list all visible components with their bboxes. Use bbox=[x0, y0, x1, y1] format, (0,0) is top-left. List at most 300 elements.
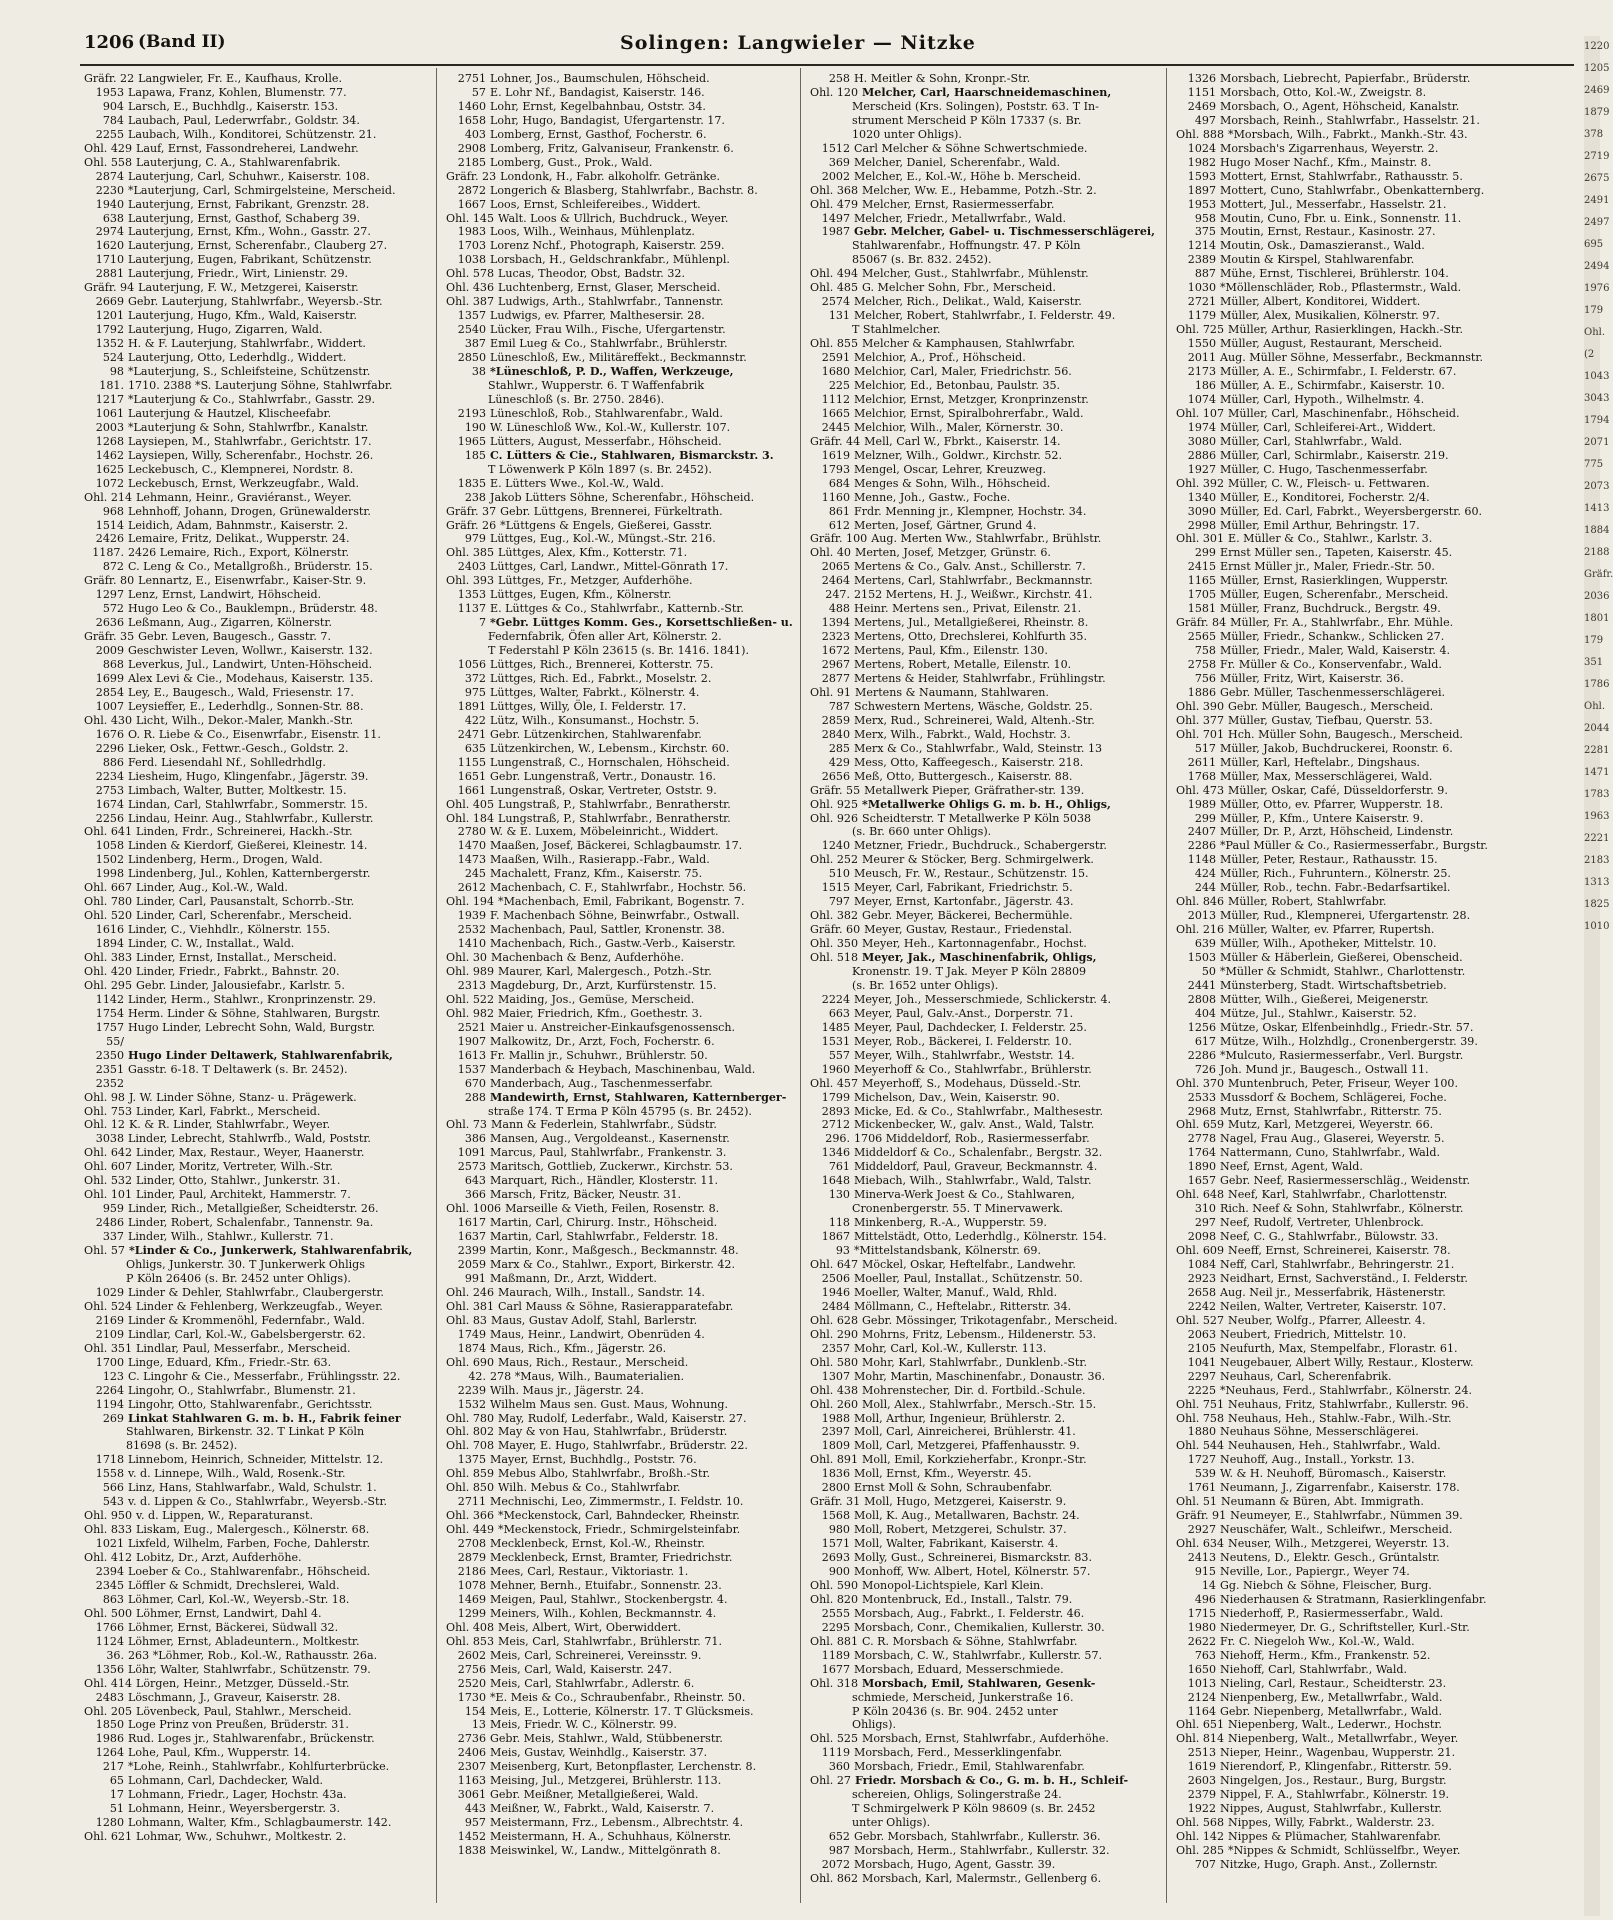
listing-text: Moutin, Cuno, Fbr. u. Eink., Sonnenstr. 11. bbox=[1220, 211, 1462, 225]
listing-text: Lapawa, Franz, Kohlen, Blumenstr. 77. bbox=[128, 85, 347, 99]
listing-entry bbox=[1176, 1718, 1524, 1732]
listing-text: Lütters, August, Messerfabr., Höhscheid. bbox=[490, 434, 722, 448]
margin-number: 1879 bbox=[1584, 107, 1610, 118]
listing-entry bbox=[1176, 295, 1524, 309]
phone-number: 310 bbox=[1194, 1202, 1216, 1216]
listing-entry bbox=[84, 1077, 432, 1091]
listing-entry bbox=[446, 72, 794, 86]
phone-number: 758 bbox=[1194, 644, 1216, 658]
listing-entry bbox=[84, 449, 432, 463]
phone-number: Ohl. 881 bbox=[810, 1634, 859, 1648]
listing-text: Moll, Emil, Korkzieherfabr., Kronpr.-Str. bbox=[862, 1453, 1087, 1467]
phone-number: 360 bbox=[828, 1760, 850, 1774]
phone-number: Gräfr. 26 bbox=[446, 518, 497, 532]
listing-entry bbox=[84, 267, 432, 281]
margin-number: Ohl. bbox=[1584, 701, 1606, 712]
listing-entry bbox=[810, 1384, 1158, 1398]
listing-text: Linder, Paul, Architekt, Hammerstr. 7. bbox=[136, 1188, 351, 1202]
listing-text: Minerva-Werk Joest & Co., Stahlwaren, bbox=[854, 1188, 1075, 1202]
listing-text: Meißner, W., Fabrkt., Wald, Kaiserstr. 7. bbox=[490, 1802, 715, 1816]
listing-entry bbox=[84, 1691, 432, 1705]
listing-entry bbox=[84, 1677, 432, 1691]
listing-text: Miebach, Wilh., Stahlwrfabr., Wald, Talstr. bbox=[854, 1174, 1092, 1188]
listing-text: T Federstahl P Köln 23615 (s. Br. 1416. 1841). bbox=[488, 644, 749, 658]
listing-entry bbox=[810, 1286, 1158, 1300]
phone-number: 1571 bbox=[821, 1537, 850, 1551]
phone-number: 1165 bbox=[1187, 574, 1216, 588]
listing-text: *Lüttgens & Engels, Gießerei, Gasstr. bbox=[500, 518, 713, 532]
phone-number: 372 bbox=[464, 671, 486, 685]
listing-entry bbox=[446, 1746, 794, 1760]
listing-text: Mayer, E. Hugo, Stahlwrfabr., Brüderstr. 22. bbox=[498, 1439, 748, 1453]
phone-number: 1897 bbox=[1187, 183, 1216, 197]
phone-number: 1616 bbox=[95, 923, 124, 937]
listing-text: Meyer, Carl, Fabrikant, Friedrichstr. 5. bbox=[854, 881, 1073, 895]
listing-text: Linder, C. W., Installat., Wald. bbox=[128, 937, 295, 951]
adjacent-page-margin bbox=[1584, 36, 1613, 1916]
listing-text: Maus, Gustav Adolf, Stahl, Barlerstr. bbox=[490, 1313, 698, 1327]
listing-text: Lohr, Ernst, Kegelbahnbau, Oststr. 34. bbox=[490, 99, 706, 113]
phone-number: Ohl. 420 bbox=[84, 965, 133, 978]
listing-text: Meß, Otto, Buttergesch., Kaiserstr. 88. bbox=[854, 769, 1073, 783]
listing-text: Lauterjung, Eugen, Fabrikant, Schützenstr. bbox=[128, 253, 372, 267]
phone-number: 1674 bbox=[95, 797, 124, 811]
listing-text: Lauterjung, Hugo, Kfm., Wald, Kaiserstr. bbox=[128, 309, 358, 323]
phone-number: Gräfr. 22 bbox=[84, 72, 135, 85]
listing-entry bbox=[446, 1551, 794, 1565]
listing-text: Neuhaus, Carl, Scherenfabrik. bbox=[1220, 1369, 1392, 1383]
listing-entry bbox=[810, 1677, 1158, 1691]
phone-number: 217 bbox=[102, 1760, 124, 1774]
phone-number: 2264 bbox=[95, 1383, 124, 1397]
listing-text: Morsbach's Zigarrenhaus, Weyerstr. 2. bbox=[1220, 141, 1439, 155]
phone-number: 566 bbox=[102, 1481, 124, 1495]
phone-number: Ohl. 30 bbox=[446, 951, 487, 965]
phone-number: 2403 bbox=[457, 560, 486, 574]
listing-entry bbox=[84, 979, 432, 993]
phone-number: 1940 bbox=[95, 197, 124, 211]
phone-number: 2486 bbox=[95, 1216, 124, 1230]
listing-text: v. d. Lippen, W., Reparaturanst. bbox=[136, 1509, 313, 1523]
listing-text: *Mulcuto, Rasiermesserfabr., Verl. Burgstr. bbox=[1220, 1048, 1464, 1062]
listing-text: Morsbach, Emil, Stahlwaren, Gesenk- bbox=[862, 1676, 1096, 1690]
phone-number: Ohl. 950 bbox=[84, 1509, 133, 1523]
phone-number: 517 bbox=[1194, 741, 1216, 755]
listing-text: Mottert, Cuno, Stahlwrfabr., Obenkatternberg. bbox=[1220, 183, 1485, 197]
listing-entry bbox=[1176, 1398, 1524, 1412]
listing-entry bbox=[84, 644, 432, 658]
listing-text: Lauterjung, Hugo, Zigarren, Wald. bbox=[128, 323, 323, 337]
listing-entry bbox=[446, 1230, 794, 1244]
phone-number: 1730 bbox=[457, 1690, 486, 1704]
phone-number: 1867 bbox=[821, 1230, 850, 1244]
phone-number: 1155 bbox=[457, 755, 486, 769]
phone-number: 1927 bbox=[1187, 462, 1216, 476]
listing-entry bbox=[1176, 1174, 1524, 1188]
phone-number: 1665 bbox=[821, 406, 850, 420]
listing-text: Merx, Wilh., Fabrkt., Wald, Hochstr. 3. bbox=[854, 727, 1071, 741]
listing-entry bbox=[1176, 1035, 1524, 1049]
phone-number: Ohl. 500 bbox=[84, 1606, 133, 1620]
margin-number: 179 bbox=[1584, 305, 1604, 316]
phone-number: 2533 bbox=[1187, 1090, 1216, 1104]
listing-entry bbox=[810, 1732, 1158, 1746]
listing-text: Müller, Otto, ev. Pfarrer, Wupperstr. 18. bbox=[1220, 797, 1444, 811]
listing-continuation bbox=[446, 379, 794, 393]
listing-entry bbox=[84, 602, 432, 616]
listing-entry bbox=[446, 1453, 794, 1467]
listing-text: Meyer, Jak., Maschinenfabrik, Ohligs, bbox=[862, 951, 1097, 965]
listing-text: Lungenstraß, Oskar, Vertreter, Oststr. 9. bbox=[490, 783, 717, 797]
listing-text: Ohligs, Junkerstr. 30. T Junkerwerk Ohligs bbox=[126, 1258, 365, 1272]
listing-entry bbox=[84, 253, 432, 267]
listing-entry bbox=[84, 142, 432, 156]
phone-number: 2397 bbox=[821, 1425, 850, 1439]
phone-number: 1550 bbox=[1187, 337, 1216, 351]
listing-entry bbox=[810, 1872, 1158, 1886]
phone-number: Ohl. 621 bbox=[84, 1830, 133, 1844]
listing-text: Meisenberg, Kurt, Betonpflaster, Lerchenstr. 8. bbox=[490, 1760, 757, 1774]
listing-text: Mess, Otto, Kaffeegesch., Kaiserstr. 218. bbox=[854, 755, 1084, 769]
listing-entry bbox=[1176, 114, 1524, 128]
listing-entry bbox=[1176, 1118, 1524, 1132]
listing-text: Machenbach, C. F., Stahlwrfabr., Hochstr. 56. bbox=[490, 881, 747, 895]
phone-number: 2555 bbox=[821, 1606, 850, 1620]
phone-number: 14 bbox=[1201, 1578, 1216, 1592]
listing-entry bbox=[1176, 1495, 1524, 1509]
listing-text: Müller, Carl, Maschinenfabr., Höhscheid. bbox=[1228, 406, 1460, 420]
phone-number: Ohl. 833 bbox=[84, 1523, 133, 1537]
phone-number: Ohl. 520 bbox=[84, 909, 133, 923]
listing-entry bbox=[1176, 1328, 1524, 1342]
phone-number: 1462 bbox=[95, 448, 124, 462]
listing-entry bbox=[446, 1091, 794, 1105]
listing-text: Ludwigs, ev. Pfarrer, Malthesersir. 28. bbox=[490, 309, 705, 323]
listing-text: Linkat Stahlwaren G. m. b. H., Fabrik feiner bbox=[128, 1411, 401, 1425]
listing-text: Moll, Walter, Fabrikant, Kaiserstr. 4. bbox=[854, 1537, 1059, 1551]
listing-text: Mertens & Co., Galv. Anst., Schillerstr. 7. bbox=[854, 560, 1086, 574]
listing-text: Marx & Co., Stahlwr., Export, Birkerstr. 42. bbox=[490, 1258, 736, 1272]
listing-text: Moll, Alex., Stahlwrfabr., Mersch.-Str. 15. bbox=[862, 1397, 1097, 1411]
phone-number: 386 bbox=[464, 1132, 486, 1146]
phone-number: 1056 bbox=[457, 658, 486, 672]
listing-text: Melzner, Wilh., Goldwr., Kirchstr. 52. bbox=[854, 448, 1062, 462]
listing-text: Hugo Linder, Lebrecht Sohn, Wald, Burgstr. bbox=[128, 1020, 376, 1034]
listing-entry bbox=[446, 965, 794, 979]
phone-number: Ohl. 558 bbox=[84, 155, 133, 169]
listing-entry bbox=[810, 309, 1158, 323]
margin-number: 351 bbox=[1584, 657, 1604, 668]
phone-number: 1677 bbox=[821, 1662, 850, 1676]
phone-number: 2927 bbox=[1187, 1523, 1216, 1537]
listing-entry bbox=[446, 770, 794, 784]
listing-entry bbox=[1176, 630, 1524, 644]
listing-entry bbox=[84, 1732, 432, 1746]
listing-text: *Gebr. Lüttges Komm. Ges., Korsettschließen- u. bbox=[490, 616, 793, 630]
phone-number: 285 bbox=[828, 741, 850, 755]
listing-text: Mittelstädt, Otto, Lederhdlg., Kölnerstr. 154. bbox=[854, 1230, 1107, 1244]
listing-text: Gebr. Lützenkirchen, Stahlwarenfabr. bbox=[490, 727, 702, 741]
listing-text: Moll, Carl, Metzgerei, Pfaffenhausstr. 9. bbox=[854, 1439, 1080, 1453]
listing-text: Niepenberg, Walt., Lederwr., Hochstr. bbox=[1228, 1718, 1442, 1732]
listing-text: Mütze, Wilh., Holzhdlg., Cronenbergerstr. 39. bbox=[1220, 1034, 1478, 1048]
listing-text: Maurach, Wilh., Install., Sandstr. 14. bbox=[498, 1285, 705, 1299]
phone-number: 2002 bbox=[821, 169, 850, 183]
listing-entry bbox=[1176, 937, 1524, 951]
listing-entry bbox=[84, 756, 432, 770]
phone-number: 1119 bbox=[821, 1746, 850, 1760]
listing-entry bbox=[446, 477, 794, 491]
listing-text: Moutin, Ernst, Restaur., Kasinostr. 27. bbox=[1220, 225, 1436, 239]
phone-number: Ohl. 387 bbox=[446, 295, 495, 309]
listing-entry bbox=[1176, 1286, 1524, 1300]
listing-entry bbox=[1176, 1230, 1524, 1244]
listing-text: Mandewirth, Ernst, Stahlwaren, Katternberger- bbox=[490, 1090, 787, 1104]
listing-text: Neuschäfer, Walt., Schleifwr., Merscheid. bbox=[1220, 1523, 1453, 1537]
listing-text: Meyer, Gustav, Restaur., Friedenstal. bbox=[864, 923, 1073, 937]
listing-entry bbox=[1176, 1105, 1524, 1119]
phone-number: 1179 bbox=[1187, 309, 1216, 323]
listing-entry bbox=[446, 1816, 794, 1830]
listing-text: Morsbach, Conr., Chemikalien, Kullerstr. 30. bbox=[854, 1620, 1105, 1634]
phone-number: 7 bbox=[478, 616, 486, 630]
phone-number: 2345 bbox=[95, 1578, 124, 1592]
listing-text: Lindan, Carl, Stahlwrfabr., Sommerstr. 15. bbox=[128, 797, 368, 811]
phone-number: 1137 bbox=[457, 602, 486, 616]
phone-number: 36. bbox=[106, 1648, 124, 1662]
phone-number: Gräfr. 31 bbox=[810, 1495, 861, 1509]
listing-text: Langwieler, Fr. E., Kaufhaus, Krolle. bbox=[138, 72, 342, 85]
phone-number: 1537 bbox=[457, 1062, 486, 1076]
phone-number: 1946 bbox=[821, 1285, 850, 1299]
listing-entry bbox=[1176, 1858, 1524, 1872]
phone-number: 1201 bbox=[95, 309, 124, 323]
listing-entry bbox=[446, 184, 794, 198]
phone-number: 42. bbox=[468, 1369, 486, 1383]
listing-entry bbox=[1176, 86, 1524, 100]
listing-text: Licht, Wilh., Dekor.-Maler, Mankh.-Str. bbox=[136, 713, 354, 727]
listing-entry bbox=[810, 379, 1158, 393]
phone-number: 1352 bbox=[95, 337, 124, 351]
listing-text: P Köln 20436 (s. Br. 904. 2452 unter bbox=[852, 1704, 1058, 1718]
phone-number: 2313 bbox=[457, 978, 486, 992]
listing-entry bbox=[810, 1077, 1158, 1091]
phone-number: 123 bbox=[102, 1369, 124, 1383]
phone-number: 1710 bbox=[95, 253, 124, 267]
phone-number: 1353 bbox=[457, 588, 486, 602]
phone-number: 403 bbox=[464, 127, 486, 141]
listing-text: Mutz, Ernst, Stahlwrfabr., Ritterstr. 75. bbox=[1220, 1104, 1442, 1118]
listing-text: Loge Prinz von Preußen, Brüderstr. 31. bbox=[128, 1718, 349, 1732]
listing-entry bbox=[1176, 323, 1524, 337]
listing-entry bbox=[810, 1342, 1158, 1356]
phone-number: Ohl. 690 bbox=[446, 1355, 495, 1369]
listing-continuation bbox=[446, 644, 794, 658]
phone-number: 387 bbox=[464, 337, 486, 351]
listing-entry bbox=[810, 1858, 1158, 1872]
listing-text: Lauterjung, Ernst, Fabrikant, Grenzstr. 28. bbox=[128, 197, 370, 211]
phone-number: 1029 bbox=[95, 1285, 124, 1299]
phone-number: 1280 bbox=[95, 1816, 124, 1830]
listing-text: Montenbruck, Ed., Install., Talstr. 79. bbox=[862, 1592, 1073, 1606]
phone-number: Ohl. 290 bbox=[810, 1327, 859, 1341]
listing-entry bbox=[1176, 839, 1524, 853]
listing-text: Lüttges, Eug., Kol.-W., Müngst.-Str. 216. bbox=[490, 532, 716, 546]
listing-text: Neumeyer, E., Stahlwrfabr., Nümmen 39. bbox=[1230, 1509, 1463, 1523]
phone-number: 429 bbox=[828, 755, 850, 769]
listing-text: Maiding, Jos., Gemüse, Merscheid. bbox=[498, 992, 695, 1006]
phone-number: Ohl. 301 bbox=[1176, 532, 1225, 546]
listing-text: Michelson, Dav., Wein, Kaiserstr. 90. bbox=[854, 1090, 1060, 1104]
phone-number: Ohl. 853 bbox=[446, 1634, 495, 1648]
listing-continuation bbox=[810, 825, 1158, 839]
margin-number: 179 bbox=[1584, 635, 1604, 646]
phone-number: 980 bbox=[828, 1523, 850, 1537]
phone-number: 488 bbox=[828, 602, 850, 616]
listing-entry bbox=[1176, 825, 1524, 839]
listing-text: Schwestern Mertens, Wäsche, Goldstr. 25. bbox=[854, 699, 1093, 713]
listing-entry bbox=[84, 1579, 432, 1593]
listing-text: Lohmann, Friedr., Lager, Hochstr. 43a. bbox=[128, 1788, 347, 1802]
phone-number: 2256 bbox=[95, 811, 124, 825]
listing-entry bbox=[1176, 1314, 1524, 1328]
listing-entry bbox=[1176, 505, 1524, 519]
listing-entry bbox=[84, 1788, 432, 1802]
listing-text: Lüttges, Walter, Fabrkt., Kölnerstr. 4. bbox=[490, 685, 700, 699]
phone-number: 299 bbox=[1194, 546, 1216, 560]
listing-text: Lüneschloß (s. Br. 2750. 2846). bbox=[488, 392, 665, 406]
phone-number: Ohl. 926 bbox=[810, 811, 859, 825]
listing-entry bbox=[1176, 491, 1524, 505]
listing-text: Laubach, Wilh., Konditorei, Schützenstr. 21. bbox=[128, 127, 377, 141]
phone-number: 186 bbox=[1194, 378, 1216, 392]
listing-entry bbox=[1176, 658, 1524, 672]
listing-text: Niederhoff, P., Rasiermesserfabr., Wald. bbox=[1220, 1606, 1444, 1620]
page-title: Solingen: Langwieler — Nitzke bbox=[620, 32, 976, 54]
phone-number: 1974 bbox=[1187, 420, 1216, 434]
listing-text: Monopol-Lichtspiele, Karl Klein. bbox=[862, 1578, 1044, 1592]
listing-text: Lüttges, Carl, Landwr., Mittel-Gönrath 17. bbox=[490, 560, 729, 574]
margin-number: 1413 bbox=[1584, 503, 1610, 514]
listing-entry bbox=[446, 951, 794, 965]
phone-number: 269 bbox=[102, 1411, 124, 1425]
listing-entry bbox=[1176, 253, 1524, 267]
listing-text: Löschmann, J., Graveur, Kaiserstr. 28. bbox=[128, 1690, 341, 1704]
phone-number: Ohl. 73 bbox=[446, 1118, 487, 1132]
phone-number: 1038 bbox=[457, 253, 486, 267]
phone-number: 1531 bbox=[821, 1034, 850, 1048]
listing-text: Nitzke, Hugo, Graph. Anst., Zollernstr. bbox=[1220, 1858, 1438, 1871]
listing-text: Müller, A. E., Schirmfabr., Kaiserstr. 10. bbox=[1220, 378, 1445, 392]
phone-number: 2893 bbox=[821, 1104, 850, 1118]
phone-number: Ohl. 350 bbox=[810, 937, 859, 951]
listing-text: Müller, August, Restaurant, Merscheid. bbox=[1220, 337, 1443, 351]
listing-text: May, Rudolf, Lederfabr., Wald, Kaiserstr. 27. bbox=[498, 1411, 747, 1425]
phone-number: 2753 bbox=[95, 783, 124, 797]
listing-continuation bbox=[810, 1202, 1158, 1216]
listing-entry bbox=[1176, 1551, 1524, 1565]
phone-number: Ohl. 184 bbox=[446, 811, 495, 825]
listing-entry bbox=[810, 1160, 1158, 1174]
listing-entry bbox=[446, 1160, 794, 1174]
listing-text: Martin, Carl, Stahlwrfabr., Felderstr. 18. bbox=[490, 1230, 719, 1244]
phone-number: 2003 bbox=[95, 420, 124, 434]
listing-text: Müller, Fritz, Wirt, Kaiserstr. 36. bbox=[1220, 671, 1404, 685]
phone-number: 190 bbox=[464, 420, 486, 434]
listing-entry bbox=[810, 1063, 1158, 1077]
listing-text: Neufurth, Max, Stempelfabr., Florastr. 61. bbox=[1220, 1341, 1458, 1355]
listing-text: Neumann, J., Zigarrenfabr., Kaiserstr. 178. bbox=[1220, 1481, 1460, 1495]
listing-entry bbox=[84, 1621, 432, 1635]
listing-entry bbox=[446, 714, 794, 728]
listing-text: Meyer, Ernst, Kartonfabr., Jägerstr. 43. bbox=[854, 895, 1074, 909]
listing-text: Müller, Arthur, Rasierklingen, Hackh.-Str. bbox=[1228, 323, 1463, 337]
listing-text: May & von Hau, Stahlwrfabr., Brüderstr. bbox=[498, 1425, 728, 1439]
listing-text: *Lohe, Reinh., Stahlwrfabr., Kohlfurterbrücke. bbox=[128, 1760, 390, 1774]
phone-number: 2415 bbox=[1187, 560, 1216, 574]
listing-entry bbox=[1176, 686, 1524, 700]
phone-number: 2063 bbox=[1187, 1327, 1216, 1341]
phone-number: 288 bbox=[464, 1090, 486, 1104]
listing-text: Lüneschloß, Ew., Militäreffekt., Beckmannstr. bbox=[490, 351, 747, 365]
listing-entry bbox=[84, 1565, 432, 1579]
listing-text: Manderbach & Heybach, Maschinenbau, Wald. bbox=[490, 1062, 756, 1076]
phone-number: 1983 bbox=[457, 225, 486, 239]
listing-text: Gasstr. 6-18. T Deltawerk (s. Br. 2452). bbox=[128, 1062, 348, 1076]
phone-number: 1512 bbox=[821, 141, 850, 155]
listing-entry bbox=[810, 170, 1158, 184]
listing-text: Gebr. Linder, Jalousiefabr., Karlstr. 5. bbox=[136, 978, 345, 992]
margin-number: 2188 bbox=[1584, 547, 1610, 558]
listing-text: Müller, C. Hugo, Taschenmesserfabr. bbox=[1220, 462, 1428, 476]
phone-number: 2013 bbox=[1187, 909, 1216, 923]
listing-entry bbox=[446, 839, 794, 853]
phone-number: 2968 bbox=[1187, 1104, 1216, 1118]
phone-number: 1041 bbox=[1187, 1355, 1216, 1369]
listing-text: Mohrenstecher, Dir. d. Fortbild.-Schule. bbox=[862, 1383, 1086, 1397]
phone-number: Ohl. 285 bbox=[1176, 1844, 1225, 1858]
listing-entry bbox=[1176, 574, 1524, 588]
phone-number: 557 bbox=[828, 1048, 850, 1062]
phone-number: Gräfr. 35 bbox=[84, 630, 135, 644]
listing-text: Neef, Karl, Stahlwrfabr., Charlottenstr. bbox=[1228, 1188, 1448, 1202]
listing-entry bbox=[810, 812, 1158, 826]
phone-number: 2098 bbox=[1187, 1230, 1216, 1244]
listing-text: Linder, C., Viehhdlr., Kölnerstr. 155. bbox=[128, 923, 331, 937]
phone-number: 904 bbox=[102, 99, 124, 113]
phone-number: 13 bbox=[471, 1718, 486, 1732]
phone-number: 2800 bbox=[821, 1481, 850, 1495]
listing-text: 2152 Mertens, H. J., Weißwr., Kirchstr. 41. bbox=[854, 588, 1093, 602]
listing-text: Meurer & Stöcker, Berg. Schmirgelwerk. bbox=[862, 853, 1094, 867]
listing-entry bbox=[84, 812, 432, 826]
listing-text: Mottert, Ernst, Stahlwrfabr., Rathausstr. 5. bbox=[1220, 169, 1463, 183]
phone-number: 2350 bbox=[95, 1048, 124, 1062]
listing-text: Müller, Rud., Klempnerei, Ufergartenstr. 28. bbox=[1220, 909, 1471, 923]
phone-number: Ohl. 751 bbox=[1176, 1397, 1225, 1411]
phone-number: 2224 bbox=[821, 992, 850, 1006]
listing-entry bbox=[84, 1384, 432, 1398]
listing-entry bbox=[810, 923, 1158, 937]
listing-entry bbox=[810, 1495, 1158, 1509]
listing-entry bbox=[1176, 239, 1524, 253]
phone-number: Ohl. 194 bbox=[446, 895, 495, 909]
listing-entry bbox=[810, 881, 1158, 895]
phone-number: 1939 bbox=[457, 909, 486, 923]
listing-text: Müller, Dr. P., Arzt, Höhscheid, Lindenstr. bbox=[1220, 825, 1454, 839]
phone-number: 1142 bbox=[95, 992, 124, 1006]
listing-text: Lüttges, Rich., Brennerei, Kotterstr. 75. bbox=[490, 658, 714, 672]
